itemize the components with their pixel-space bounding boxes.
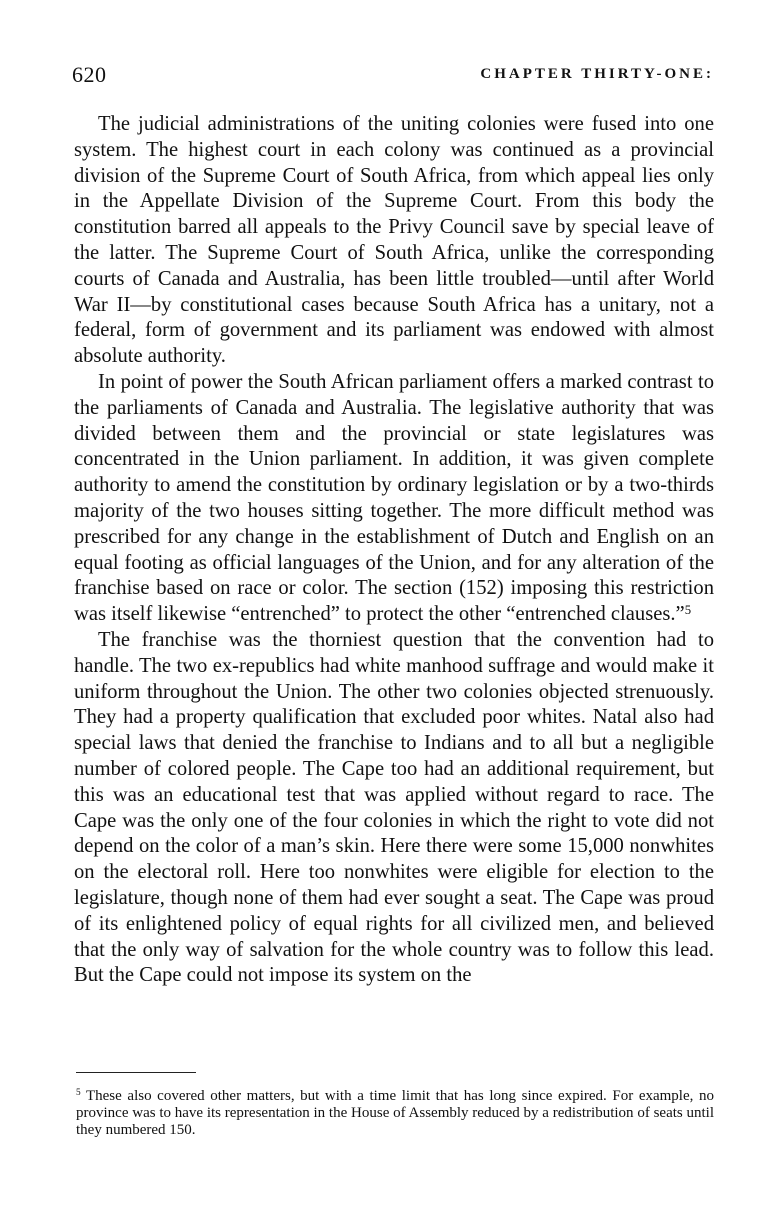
paragraph-franchise: [74, 628, 714, 989]
page-number: 620: [72, 62, 107, 87]
footnote-divider: [76, 1072, 196, 1073]
footnote-reference: 5: [684, 602, 692, 617]
footnote-text: These also covered other matters, but with a time limit that has long since expired. For example, no province was to have its representation in the House of Assembly reduced by a redistribution of seats until they numbered 150.: [76, 1088, 714, 1138]
body-text: [74, 112, 714, 989]
footnote: [76, 1088, 714, 1139]
paragraph-text: In point of power the South African parliament offers a marked contrast to the parliaments of Canada and Australia. The legislative authority that was divided between them and the provincial or state legislatures was concentrated in the Union parliament. In addition, it was given complete authority to amend the constitution by ordinary legislation or by a two-thirds majority of the two houses sitting together. The more difficult method was prescribed for any change in the establishment of Dutch and English on an equal footing as official languages of the Union, and for any alteration of the franchise based on race or color. The section (152) imposing this restriction was itself likewise “entrenched” to protect the other “entrenched clauses.”: [74, 370, 714, 626]
paragraph-text: The franchise was the thorniest question that the convention had to handle. The two ex-republics had white manhood suffrage and would make it uniform throughout the Union. The other two colonies objected strenuously. They had a property qualification that excluded poor whites. Natal also had special laws that denied the franchise to Indians and to all but a negligible number of colored people. The Cape too had an additional requirement, but this was an educational test that was applied without regard to race. The Cape was the only one of the four colonies in which the right to vote did not depend on the color of a man’s skin. Here there were some 15,000 nonwhites on the electoral roll. Here too nonwhites were eligible for election to the legislature, though none of them had ever sought a seat. The Cape was proud of its enlightened policy of equal rights for all civilized men, and believed that the only way of salvation for the whole country was to follow this lead. But the Cape could not impose its system on the: [74, 628, 714, 987]
paragraph-judicial: [74, 112, 714, 370]
footnote-marker: 5: [76, 1088, 81, 1099]
paragraph-parliament-power: [74, 370, 714, 628]
running-head: [72, 62, 714, 92]
chapter-heading: CHAPTER THIRTY-ONE:: [480, 66, 714, 82]
paragraph-text: The judicial administrations of the uniting colonies were fused into one system. The highest court in each colony was continued as a provincial division of the Supreme Court of South Africa, from which appeal lies only in the Appellate Division of the Supreme Court. From this body the constitution barred all appeals to the Privy Council save by special leave of the latter. The Supreme Court of South Africa, unlike the corresponding courts of Canada and Australia, has been little troubled—until after World War II—by constitutional cases because South Africa has a unitary, not a federal, form of government and its parliament was endowed with almost absolute authority.: [74, 113, 714, 368]
